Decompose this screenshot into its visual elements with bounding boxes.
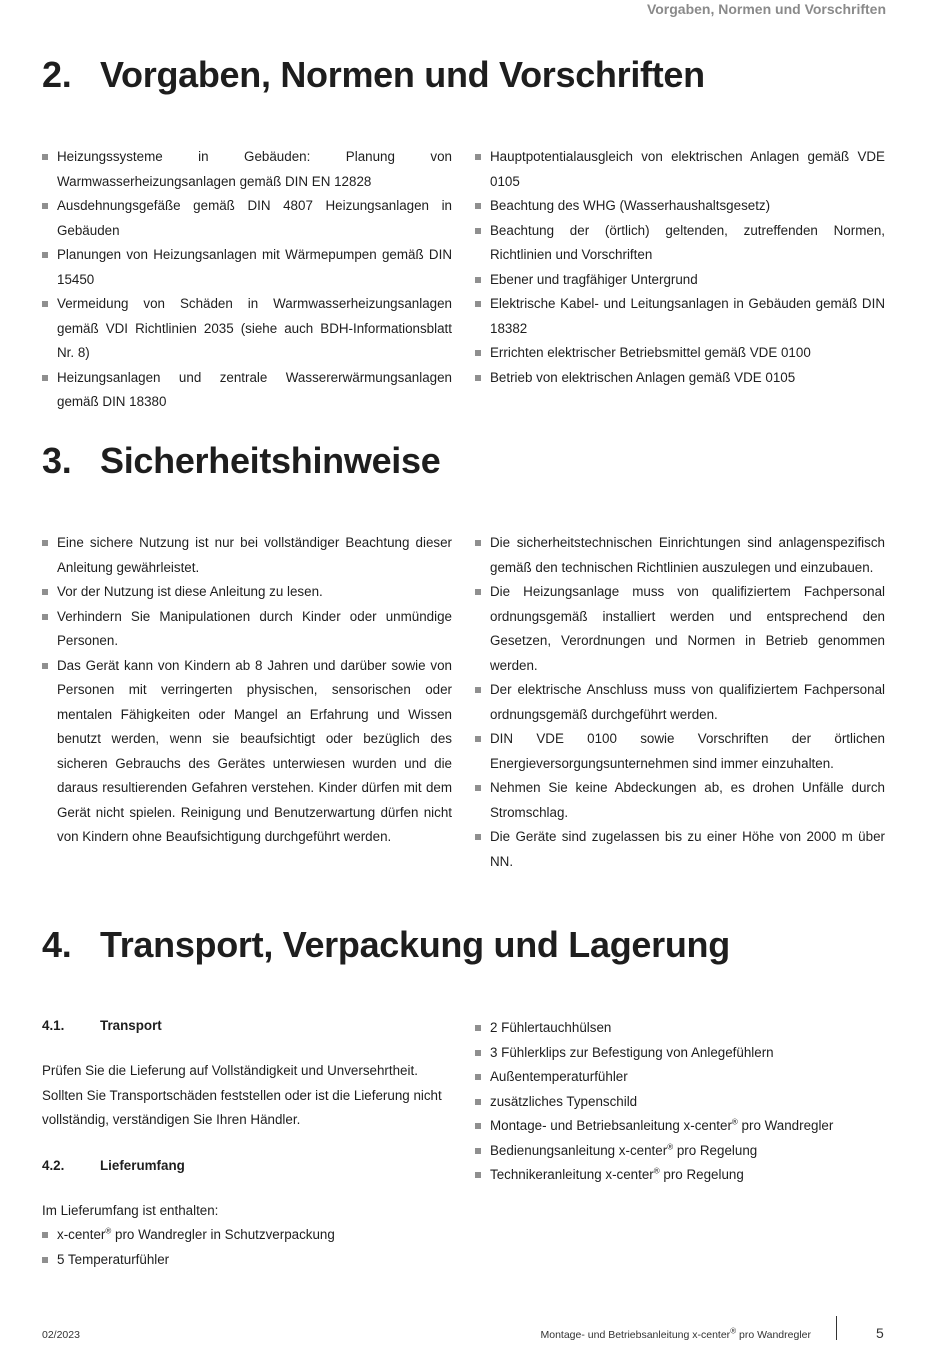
- list-item: Elektrische Kabel- und Leitungsanlagen in Gebäuden gemäß DIN 18382: [475, 292, 885, 341]
- footer-document-title: Montage- und Betriebsanleitung x-center® pro Wandregler: [540, 1326, 811, 1341]
- bullet-square-icon: [475, 1025, 481, 1031]
- list-item: zusätzliches Typenschild: [475, 1090, 885, 1115]
- list-item: 3 Fühlerklips zur Befestigung von Anlegefühlern: [475, 1041, 885, 1066]
- section-title-text: Vorgaben, Normen und Vorschriften: [100, 54, 705, 95]
- list-item: Die Heizungsanlage muss von qualifiziertem Fachpersonal ordnungsgemäß installiert werden und entsprechend den Gesetzen, Verordnungen und Normen in Betrieb genommen werden.: [475, 580, 885, 678]
- bullet-square-icon: [475, 834, 481, 840]
- bullet-square-icon: [475, 277, 481, 283]
- section-title-text: Transport, Verpackung und Lagerung: [100, 924, 730, 965]
- list-item: Beachtung der (örtlich) geltenden, zutreffenden Normen, Richtlinien und Vorschriften: [475, 219, 885, 268]
- bullet-square-icon: [475, 785, 481, 791]
- bullet-square-icon: [475, 228, 481, 234]
- transport-left-column: [42, 1014, 452, 1272]
- transport-paragraph: Prüfen Sie die Lieferung auf Vollständigkeit und Unversehrtheit. Sollten Sie Transportschäden feststellen oder ist die Lieferung nicht vollständig, verständigen Sie Ihren Händler.: [42, 1063, 442, 1127]
- bullet-square-icon: [475, 1074, 481, 1080]
- list-item: Ebener und tragfähiger Untergrund: [475, 268, 885, 293]
- list-item: Errichten elektrischer Betriebsmittel gemäß VDE 0100: [475, 341, 885, 366]
- section-title: [42, 440, 440, 482]
- subsection-heading-transport: 4.1. Transport: [42, 1018, 162, 1033]
- bullet-square-icon: [475, 1123, 481, 1129]
- bullet-square-icon: [475, 687, 481, 693]
- bullet-square-icon: [475, 375, 481, 381]
- standards-right-column: [475, 145, 885, 390]
- bullet-square-icon: [42, 540, 48, 546]
- list-item: Beachtung des WHG (Wasserhaushaltsgesetz): [475, 194, 885, 219]
- list-item: 5 Temperaturfühler: [42, 1248, 452, 1273]
- bullet-square-icon: [475, 350, 481, 356]
- bullet-square-icon: [42, 301, 48, 307]
- bullet-square-icon: [475, 203, 481, 209]
- section-number: 4.: [42, 924, 72, 965]
- running-head: Vorgaben, Normen und Vorschriften: [646, 1, 886, 17]
- bullet-square-icon: [42, 1232, 48, 1238]
- bullet-square-icon: [475, 1172, 481, 1178]
- list-item: Montage- und Betriebsanleitung x-center® pro Wandregler: [475, 1114, 885, 1139]
- list-item: Technikeranleitung x-center® pro Regelung: [475, 1163, 885, 1188]
- bullet-square-icon: [42, 1257, 48, 1263]
- bullet-square-icon: [42, 154, 48, 160]
- list-item: Betrieb von elektrischen Anlagen gemäß VDE 0105: [475, 366, 885, 391]
- list-item: Nehmen Sie keine Abdeckungen ab, es drohen Unfälle durch Stromschlag.: [475, 776, 885, 825]
- list-item: Die Geräte sind zugelassen bis zu einer Höhe von 2000 m über NN.: [475, 825, 885, 874]
- list-item: DIN VDE 0100 sowie Vorschriften der örtlichen Energieversorgungsunternehmen sind immer einzuhalten.: [475, 727, 885, 776]
- section-title: [42, 54, 705, 96]
- list-item: x-center® pro Wandregler in Schutzverpackung: [42, 1223, 452, 1248]
- list-item: Vermeidung von Schäden in Warmwasserheizungsanlagen gemäß VDI Richtlinien 2035 (siehe auch BDH-Informationsblatt Nr. 8): [42, 292, 452, 366]
- bullet-square-icon: [475, 1148, 481, 1154]
- list-item: Das Gerät kann von Kindern ab 8 Jahren und darüber sowie von Personen mit verringerten physischen, sensorischen oder mentalen Fähigkeiten oder Mangel an Erfahrung und Wissen benutzt werden, wenn sie beaufsichtigt oder bezüglich des sicheren Gebrauchs des Gerätes unterwiesen wurden und die daraus resultierenden Gefahren verstehen. Kinder dürfen mit dem Gerät nicht spielen. Reinigung und Benutzerwartung dürfen nicht von Kindern ohne Beaufsichtigung durchgeführt werden.: [42, 654, 452, 850]
- list-item: Heizungssysteme in Gebäuden: Planung von Warmwasserheizungsanlagen gemäß DIN EN 12828: [42, 145, 452, 194]
- section-title: [42, 924, 730, 966]
- page-number: 5: [876, 1325, 884, 1341]
- list-item: Ausdehnungsgefäße gemäß DIN 4807 Heizungsanlagen in Gebäuden: [42, 194, 452, 243]
- section-title-text: Sicherheitshinweise: [100, 440, 441, 481]
- bullet-square-icon: [475, 540, 481, 546]
- bullet-square-icon: [42, 375, 48, 381]
- list-item: 2 Fühlertauchhülsen: [475, 1016, 885, 1041]
- bullet-square-icon: [475, 301, 481, 307]
- delivery-intro: Im Lieferumfang ist enthalten:: [42, 1202, 219, 1218]
- bullet-square-icon: [42, 614, 48, 620]
- list-item: Verhindern Sie Manipulationen durch Kinder oder unmündige Personen.: [42, 605, 452, 654]
- safety-left-column: [42, 531, 452, 850]
- list-item: Planungen von Heizungsanlagen mit Wärmepumpen gemäß DIN 15450: [42, 243, 452, 292]
- list-item: Hauptpotentialausgleich von elektrischen Anlagen gemäß VDE 0105: [475, 145, 885, 194]
- subsection-heading-delivery: 4.2. Lieferumfang: [42, 1157, 185, 1173]
- bullet-square-icon: [475, 1099, 481, 1105]
- bullet-square-icon: [42, 589, 48, 595]
- bullet-square-icon: [42, 663, 48, 669]
- bullet-square-icon: [475, 736, 481, 742]
- bullet-square-icon: [42, 203, 48, 209]
- bullet-square-icon: [475, 1050, 481, 1056]
- bullet-square-icon: [42, 252, 48, 258]
- section-number: 3.: [42, 440, 72, 481]
- list-item: Die sicherheitstechnischen Einrichtungen sind anlagenspezifisch gemäß den technischen Richtlinien auszulegen und einzubauen.: [475, 531, 885, 580]
- section-number: 2.: [42, 54, 72, 95]
- safety-right-column: [475, 531, 885, 874]
- list-item: Heizungsanlagen und zentrale Wassererwärmungsanlagen gemäß DIN 18380: [42, 366, 452, 415]
- footer-divider: [836, 1316, 837, 1340]
- list-item: Bedienungsanleitung x-center® pro Regelung: [475, 1139, 885, 1164]
- list-item: Eine sichere Nutzung ist nur bei vollständiger Beachtung dieser Anleitung gewährleistet.: [42, 531, 452, 580]
- footer-date: 02/2023: [42, 1329, 80, 1341]
- delivery-right-column: [475, 1016, 885, 1188]
- list-item: Außentemperaturfühler: [475, 1065, 885, 1090]
- list-item: Vor der Nutzung ist diese Anleitung zu lesen.: [42, 580, 452, 605]
- list-item: Der elektrische Anschluss muss von qualifiziertem Fachpersonal ordnungsgemäß durchgeführt werden.: [475, 678, 885, 727]
- bullet-square-icon: [475, 589, 481, 595]
- bullet-square-icon: [475, 154, 481, 160]
- standards-left-column: [42, 145, 452, 415]
